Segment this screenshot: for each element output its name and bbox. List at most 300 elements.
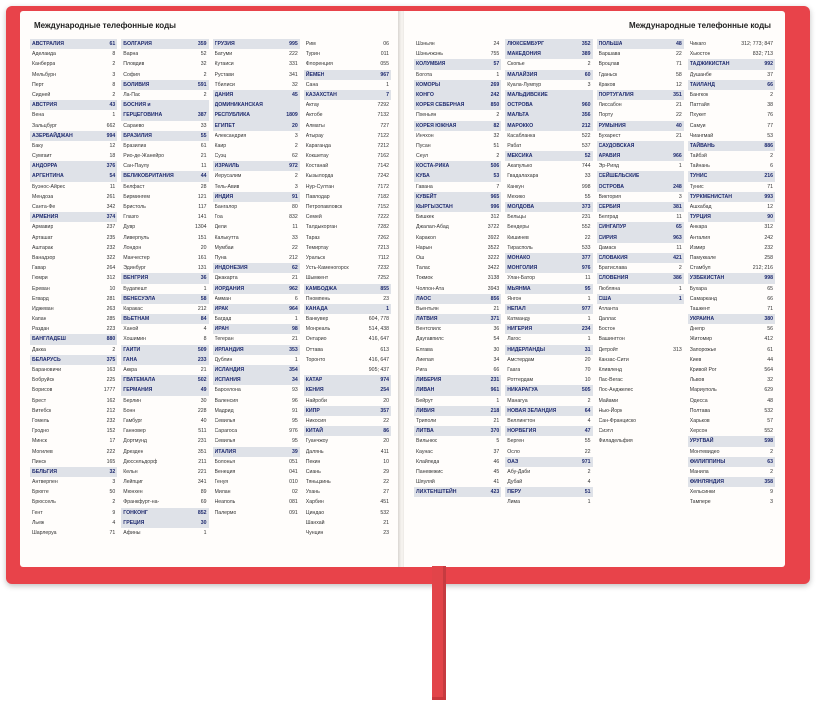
dial-code: 90: [767, 214, 773, 221]
city-row: [121, 304, 208, 314]
dial-code: 24: [493, 41, 500, 47]
place-name: МОЛДОВА: [507, 204, 535, 210]
code-column: [121, 39, 208, 538]
place-name: Антверпен: [32, 479, 58, 486]
city-row: [30, 487, 117, 497]
dial-code: 011: [380, 51, 389, 58]
place-name: Львов: [689, 377, 705, 384]
city-row: [213, 518, 300, 528]
city-row: [597, 304, 684, 314]
city-row: [304, 487, 391, 497]
country-row: [213, 365, 300, 375]
dial-code: 051: [289, 458, 298, 465]
country-row: [304, 375, 391, 385]
dial-code: 2: [496, 112, 500, 119]
city-row: [213, 141, 300, 151]
place-name: Найроби: [305, 397, 327, 404]
dial-code: 856: [490, 295, 500, 302]
city-row: [213, 59, 300, 69]
city-row: [304, 151, 391, 161]
place-name: Нью-Йорк: [598, 407, 623, 414]
city-row: [304, 518, 391, 528]
dial-code: 21: [200, 153, 207, 160]
dial-code: 45: [291, 91, 298, 98]
dial-code: 855: [380, 285, 389, 292]
city-row: [414, 222, 501, 232]
place-name: Клайпеда: [416, 458, 440, 465]
dial-code: 11: [676, 244, 682, 251]
place-name: Пномпень: [305, 295, 331, 302]
country-row: [414, 202, 501, 212]
dial-code: 1: [496, 71, 500, 78]
dial-code: 3: [112, 479, 116, 486]
dial-code: 514, 438: [368, 326, 389, 333]
place-name: Харьков: [689, 417, 710, 424]
dial-code: 66: [493, 367, 500, 373]
dial-code: 11: [676, 214, 682, 221]
place-name: Семей: [305, 214, 322, 221]
place-name: Сана: [305, 81, 319, 88]
place-name: Краков: [598, 81, 616, 88]
dial-code: 3: [294, 183, 298, 190]
city-row: [304, 365, 391, 375]
place-name: ТАИЛАНД: [689, 81, 715, 88]
place-name: Пловдив: [123, 61, 145, 68]
city-row: [688, 151, 775, 161]
country-row: [213, 345, 300, 355]
place-name: ЛИХТЕНШТЕЙН: [416, 489, 457, 496]
dial-code: 06: [383, 41, 389, 47]
dial-code: 46: [493, 458, 500, 465]
place-name: Талас: [416, 265, 431, 272]
place-name: СЛОВЕНИЯ: [598, 275, 629, 282]
dial-code: 65: [675, 224, 682, 231]
dial-code: 58: [675, 71, 682, 78]
place-name: Усть-Каменогорск: [305, 265, 349, 272]
city-row: [121, 426, 208, 436]
dial-code: 55: [200, 132, 207, 139]
country-row: [213, 284, 300, 294]
place-name: Самарканд: [689, 295, 717, 302]
place-name: Хельсинки: [689, 489, 716, 496]
dial-code: 232: [106, 417, 116, 424]
city-row: [597, 324, 684, 334]
dial-code: 905; 437: [368, 367, 389, 373]
country-row: [30, 334, 117, 344]
place-name: МЕКСИКА: [507, 153, 533, 160]
dial-code: 232: [764, 244, 773, 251]
country-row: [304, 385, 391, 395]
country-row: [304, 406, 391, 416]
city-row: [304, 263, 391, 273]
city-row: [30, 375, 117, 385]
country-row: [414, 385, 501, 395]
place-name: Иерусалим: [214, 173, 242, 180]
dial-code: 211: [198, 458, 207, 465]
place-name: Брест: [32, 397, 47, 404]
place-name: Каунас: [416, 448, 433, 455]
city-row: [414, 70, 501, 80]
place-name: Бристоль: [123, 204, 146, 210]
country-row: [597, 253, 684, 263]
dial-code: 2: [678, 265, 682, 272]
place-name: БОЛИВИЯ: [123, 81, 150, 88]
country-row: [213, 39, 300, 49]
place-name: Болонья: [214, 458, 236, 465]
dial-code: 7122: [377, 132, 389, 139]
city-row: [121, 212, 208, 222]
dial-code: 2: [112, 499, 116, 506]
city-row: [414, 396, 501, 406]
country-row: [213, 304, 300, 314]
city-row: [30, 477, 117, 487]
city-row: [505, 59, 592, 69]
city-row: [414, 436, 501, 446]
dial-code: 48: [767, 397, 773, 404]
city-row: [688, 39, 775, 49]
city-row: [304, 49, 391, 59]
place-name: ЙЕМЕН: [305, 71, 325, 78]
dial-code: 57: [493, 61, 500, 68]
dial-code: 23: [383, 295, 389, 302]
dial-code: 373: [581, 204, 591, 210]
city-row: [688, 110, 775, 120]
place-name: Турин: [305, 51, 320, 58]
place-name: ИРАН: [214, 326, 229, 333]
place-name: МАЛЬТА: [507, 112, 529, 119]
dial-code: 51: [584, 489, 591, 496]
place-name: Бостон: [598, 326, 616, 333]
dial-code: 081: [289, 499, 298, 506]
dial-code: 121: [197, 193, 207, 200]
place-name: Торонто: [305, 356, 326, 363]
place-name: Льеж: [32, 519, 45, 526]
place-name: Бобруйск: [32, 377, 55, 384]
place-name: Вентспилс: [416, 326, 442, 333]
dial-code: 37: [767, 71, 773, 78]
place-name: Бейрут: [416, 397, 433, 404]
city-row: [304, 334, 391, 344]
city-row: [414, 141, 501, 151]
place-name: КИТАЙ: [305, 428, 323, 435]
dial-code: 86: [383, 428, 389, 435]
city-row: [688, 161, 775, 171]
country-row: [597, 171, 684, 181]
city-row: [414, 110, 501, 120]
dial-code: 11: [585, 275, 591, 282]
dial-code: 22: [383, 479, 389, 486]
city-row: [213, 334, 300, 344]
place-name: ИРЛАНДИЯ: [214, 346, 244, 353]
city-row: [304, 355, 391, 365]
city-row: [213, 70, 300, 80]
dial-code: 53: [767, 132, 773, 139]
place-name: Джалал-Абад: [416, 224, 449, 231]
place-name: МЬЯНМА: [507, 285, 531, 292]
place-name: Варна: [123, 51, 139, 58]
place-name: ТУРКМЕНИСТАН: [689, 193, 732, 200]
city-row: [414, 457, 501, 467]
city-row: [414, 243, 501, 253]
country-row: [505, 70, 592, 80]
dial-code: 412: [764, 336, 773, 343]
city-row: [505, 436, 592, 446]
place-name: Анталия: [689, 234, 711, 241]
dial-code: 994: [106, 132, 116, 139]
dial-code: 235: [106, 234, 116, 241]
dial-code: 95: [584, 285, 591, 292]
city-row: [414, 273, 501, 283]
city-row: [213, 385, 300, 395]
place-name: Нарын: [416, 244, 433, 251]
city-row: [688, 49, 775, 59]
city-row: [597, 161, 684, 171]
city-row: [121, 406, 208, 416]
dial-code: 21: [291, 336, 298, 343]
place-name: БОСНИЯ и: [123, 102, 151, 109]
place-name: Даугавпилс: [416, 336, 444, 343]
city-row: [414, 324, 501, 334]
place-name: Улан-Батор: [507, 275, 535, 282]
place-name: Бирмингем: [123, 193, 150, 200]
dial-code: 880: [106, 336, 116, 343]
country-row: [30, 212, 117, 222]
code-column: [304, 39, 391, 538]
place-name: Манила: [689, 468, 709, 475]
code-column: [688, 39, 775, 538]
place-name: Севилья: [214, 417, 236, 424]
place-name: Мадрид: [214, 407, 234, 414]
country-row: [688, 457, 775, 467]
place-name: Полтава: [689, 407, 711, 414]
city-row: [505, 294, 592, 304]
city-row: [414, 304, 501, 314]
place-name: Калькутта: [214, 234, 239, 241]
place-name: Лондон: [123, 244, 142, 251]
city-row: [597, 406, 684, 416]
city-row: [688, 385, 775, 395]
city-row: [414, 365, 501, 375]
place-name: КУВЕЙТ: [416, 193, 437, 200]
country-row: [121, 345, 208, 355]
place-name: МАЛЬДИВСКИЕ: [507, 91, 548, 98]
city-row: [414, 518, 501, 528]
place-name: АЗЕРБАЙДЖАН: [32, 132, 73, 139]
city-row: [505, 233, 592, 243]
dial-code: 967: [380, 71, 389, 78]
place-name: Канкун: [507, 183, 524, 190]
dial-code: 5: [496, 438, 500, 445]
place-name: Флоренция: [305, 61, 333, 68]
country-row: [121, 100, 208, 110]
city-row: [30, 110, 117, 120]
place-name: Лейпциг: [123, 479, 144, 486]
city-row: [30, 406, 117, 416]
country-row: [304, 90, 391, 100]
dial-code: 977: [581, 305, 591, 312]
place-name: ЛИТВА: [416, 428, 434, 435]
dial-code: 411: [380, 448, 389, 455]
city-row: [505, 182, 592, 192]
dial-code: 996: [490, 204, 500, 210]
city-row: [414, 467, 501, 477]
dial-code: 389: [581, 51, 591, 58]
dial-code: 44: [767, 356, 773, 363]
place-name: Александрия: [214, 132, 247, 139]
place-name: ЛИВИЯ: [416, 407, 435, 414]
place-name: Вьентьян: [416, 305, 439, 312]
city-row: [213, 49, 300, 59]
city-row: [597, 426, 684, 436]
city-row: [505, 508, 592, 518]
city-row: [414, 39, 501, 49]
place-name: Пхукет: [689, 112, 707, 119]
place-name: Ливерпуль: [123, 234, 150, 241]
city-row: [121, 487, 208, 497]
dial-code: 7232: [377, 265, 389, 272]
city-row: [213, 467, 300, 477]
place-name: Тунис: [689, 183, 704, 190]
city-row: [597, 447, 684, 457]
place-name: Сумгаит: [32, 153, 52, 160]
city-row: [688, 365, 775, 375]
dial-code: 965: [490, 193, 500, 200]
city-row: [121, 70, 208, 80]
city-row: [505, 314, 592, 324]
place-name: Абу-Даби: [507, 468, 531, 475]
dial-code: 7242: [377, 173, 389, 180]
country-row: [121, 375, 208, 385]
city-row: [30, 243, 117, 253]
place-name: ТАЙВАНЬ: [689, 142, 715, 149]
city-row: [505, 192, 592, 202]
dial-code: 564: [764, 367, 773, 373]
dial-code: 2: [112, 91, 116, 98]
country-row: [30, 171, 117, 181]
page-title: Международные телефонные коды: [34, 21, 176, 30]
city-row: [597, 243, 684, 253]
city-row: [414, 508, 501, 518]
city-row: [304, 396, 391, 406]
dial-code: 1777: [103, 387, 116, 394]
city-row: [30, 416, 117, 426]
place-name: Гданьск: [598, 71, 618, 78]
city-row: [597, 528, 684, 538]
city-row: [121, 192, 208, 202]
place-name: ВЕНГРИЯ: [123, 275, 149, 282]
right-page: [404, 11, 785, 567]
dial-code: 56: [767, 326, 773, 333]
city-row: [121, 263, 208, 273]
place-name: Талдыкорган: [305, 224, 337, 231]
place-name: Паттайя: [689, 102, 710, 109]
city-row: [414, 253, 501, 263]
dial-code: 22: [675, 112, 682, 119]
place-name: Циндао: [305, 509, 325, 516]
city-row: [688, 222, 775, 232]
city-row: [30, 90, 117, 100]
city-row: [505, 396, 592, 406]
country-row: [688, 314, 775, 324]
city-row: [121, 161, 208, 171]
city-row: [688, 294, 775, 304]
dial-code: 962: [289, 285, 298, 292]
dial-code: 386: [673, 275, 682, 282]
country-row: [597, 39, 684, 49]
dial-code: 248: [673, 183, 682, 190]
city-row: [597, 314, 684, 324]
dial-code: 3222: [487, 254, 500, 261]
dial-code: 12: [675, 81, 682, 88]
place-name: Лас-Вегас: [598, 377, 623, 384]
place-name: Мендоза: [32, 193, 54, 200]
country-row: [121, 273, 208, 283]
place-name: ТУРЦИЯ: [689, 214, 711, 221]
dial-code: 231: [197, 438, 207, 445]
country-row: [213, 121, 300, 131]
city-row: [597, 80, 684, 90]
place-name: Мехико: [507, 193, 526, 200]
place-name: Венеция: [214, 468, 236, 475]
place-name: Белград: [598, 214, 619, 221]
place-name: МОНГОЛИЯ: [507, 265, 538, 272]
place-name: ТАДЖИКИСТАН: [689, 61, 730, 68]
dial-code: 48: [675, 41, 682, 47]
place-name: Уральск: [305, 254, 326, 261]
dial-code: 1: [203, 530, 207, 536]
dial-code: 95: [291, 438, 298, 445]
city-row: [121, 222, 208, 232]
dial-code: 341: [289, 71, 298, 78]
place-name: ОСТРОВА: [507, 102, 533, 109]
place-name: Измир: [689, 244, 706, 251]
place-name: Егвард: [32, 295, 49, 302]
city-row: [30, 518, 117, 528]
place-name: КИПР: [305, 407, 320, 414]
city-row: [121, 416, 208, 426]
city-row: [213, 396, 300, 406]
dial-code: 7132: [377, 112, 389, 119]
dial-code: 242: [490, 91, 500, 98]
place-name: КАЗАХСТАН: [305, 91, 337, 98]
place-name: Хошимин: [123, 336, 146, 343]
dial-code: 98: [291, 326, 298, 333]
city-row: [213, 243, 300, 253]
city-row: [688, 70, 775, 80]
dial-code: 218: [490, 407, 500, 414]
country-row: [505, 457, 592, 467]
country-row: [505, 284, 592, 294]
country-row: [688, 212, 775, 222]
place-name: Филадельфия: [598, 438, 633, 445]
country-row: [121, 39, 208, 49]
place-name: ИСЛАНДИЯ: [214, 367, 245, 373]
country-row: [688, 477, 775, 487]
city-row: [213, 487, 300, 497]
dial-code: 22: [675, 51, 682, 58]
place-name: Гаага: [507, 367, 521, 373]
dial-code: 755: [490, 51, 500, 58]
dial-code: 506: [490, 163, 500, 170]
city-row: [30, 304, 117, 314]
dial-code: 222: [106, 448, 116, 455]
place-name: НОВАЯ ЗЕЛАНДИЯ: [507, 407, 557, 414]
place-name: КАТАР: [305, 377, 323, 384]
dial-code: 6: [770, 163, 773, 170]
ribbon-bookmark[interactable]: [432, 566, 446, 698]
city-row: [30, 508, 117, 518]
place-name: Бендеры: [507, 224, 529, 231]
